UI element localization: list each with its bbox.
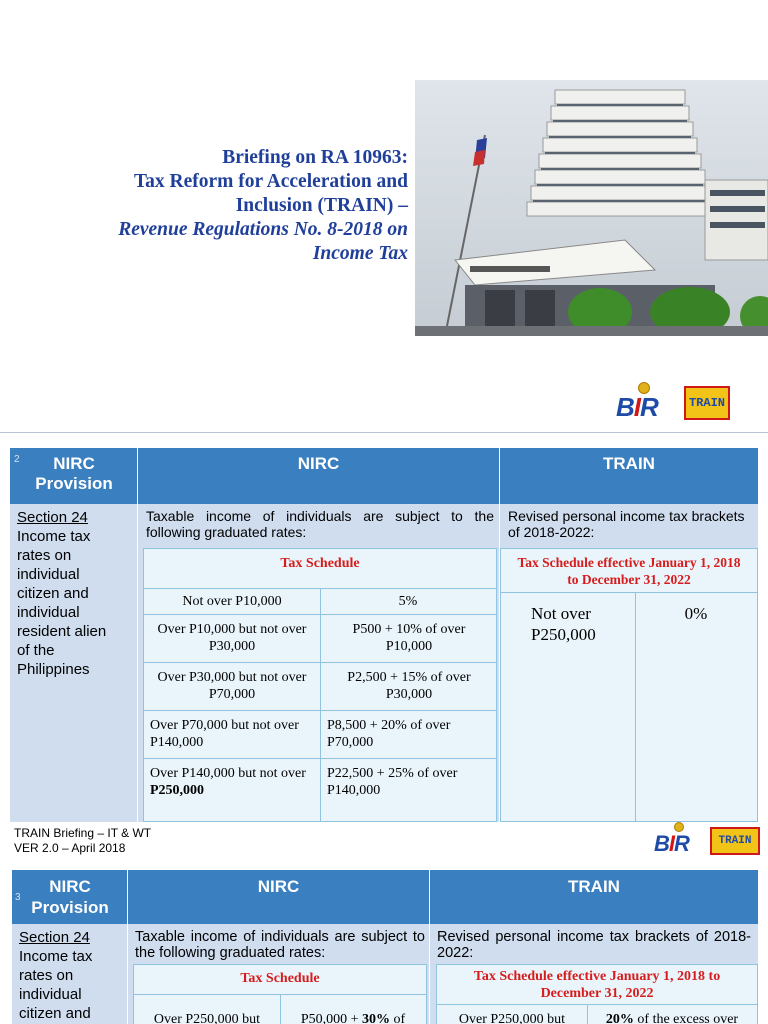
table-row: Not over P10,000 5% xyxy=(144,589,496,615)
provision-text: Section 24 Income tax rates on individual citizen and individual resident alien of the Philippines xyxy=(17,509,107,678)
title-line-4: Revenue Regulations No. 8-2018 on xyxy=(118,219,408,240)
table-row xyxy=(144,549,496,589)
provision-cell xyxy=(10,504,138,822)
section-24-label: Section 24 xyxy=(17,509,88,526)
train-schedule-title: Tax Schedule effective January 1, 2018 to December 31, 2022 xyxy=(473,969,721,1001)
bir-logo: BIR xyxy=(652,826,710,856)
nirc-tax-schedule-table xyxy=(143,548,497,822)
table-row: Over P10,000 but not over P30,000 P500 + 10% of over P10,000 xyxy=(144,615,496,663)
bir-building-photo xyxy=(415,80,768,336)
header-nirc: NIRC xyxy=(138,448,500,504)
section-24-label: Section 24 xyxy=(19,929,90,946)
table-row: Over P30,000 but not over P70,000 P2,500 + 15% of over P30,000 xyxy=(144,663,496,711)
train-logo: TRAIN xyxy=(684,386,730,420)
slide-number: 2 xyxy=(14,454,20,465)
train-schedule-title: Tax Schedule effective January 1, 2018 to December 31, 2022 xyxy=(517,555,741,587)
column-divider xyxy=(635,593,636,821)
slide-footer: TRAIN Briefing – IT & WT VER 2.0 – April 2018 xyxy=(14,826,152,855)
header-train: TRAIN xyxy=(430,870,758,924)
train-bracket-range: Not over P250,000 xyxy=(531,604,596,644)
nirc-description: Taxable income of individuals are subject to the following graduated rates: xyxy=(135,929,425,961)
nirc-tax-schedule-table: Tax Schedule Over P250,000 but P50,000 + 30% of xyxy=(133,964,427,1024)
slide-title xyxy=(28,146,408,266)
header-train: TRAIN xyxy=(500,448,758,504)
title-line-1: Briefing on RA 10963: xyxy=(222,147,408,168)
table-row: Over P140,000 but not over P250,000 P22,500 + 25% of over P140,000 xyxy=(150,766,458,798)
provision-text: Section 24 Income tax rates on individual citizen and xyxy=(19,929,93,1022)
nirc-description: Taxable income of individuals are subject to the following graduated rates: xyxy=(146,508,494,540)
title-line-3: Inclusion (TRAIN) – xyxy=(235,195,408,216)
table-row xyxy=(501,549,757,593)
slide-separator xyxy=(0,432,768,433)
title-line-2: Tax Reform for Acceleration and xyxy=(133,171,408,192)
title-slide xyxy=(0,0,768,430)
bir-train-logo xyxy=(612,386,730,420)
header-nirc: NIRC xyxy=(128,870,430,924)
slide-number: 3 xyxy=(15,892,21,903)
table-row xyxy=(134,965,426,995)
provision-cell xyxy=(12,924,128,1024)
train-bracket-rate: 0% xyxy=(684,604,708,623)
bir-train-logo xyxy=(652,826,760,856)
title-line-5: Income Tax xyxy=(312,243,408,264)
nirc-schedule-title: Tax Schedule xyxy=(240,971,320,986)
slide-3 xyxy=(0,868,768,1024)
train-tax-schedule-table: Tax Schedule effective January 1, 2018 to December 31, 2022 Over P250,000 but 20% of the excess over xyxy=(436,964,758,1024)
slide-2 xyxy=(0,448,768,868)
nirc-schedule-title: Tax Schedule xyxy=(280,556,360,571)
train-description: Revised personal income tax brackets of 2018-2022: xyxy=(508,508,745,540)
table-row xyxy=(437,965,757,1005)
header-nirc-provision: 3 NIRC Provision xyxy=(12,870,128,924)
train-tax-schedule-table xyxy=(500,548,758,822)
train-logo: TRAIN xyxy=(710,827,760,855)
train-description: Revised personal income tax brackets of 2018-2022: xyxy=(437,929,751,961)
table-row: Over P70,000 but not over P140,000 P8,500 + 20% of over P70,000 xyxy=(144,711,496,759)
header-nirc-provision: 2 NIRC Provision xyxy=(10,448,138,504)
bir-logo: BIR xyxy=(612,386,684,420)
